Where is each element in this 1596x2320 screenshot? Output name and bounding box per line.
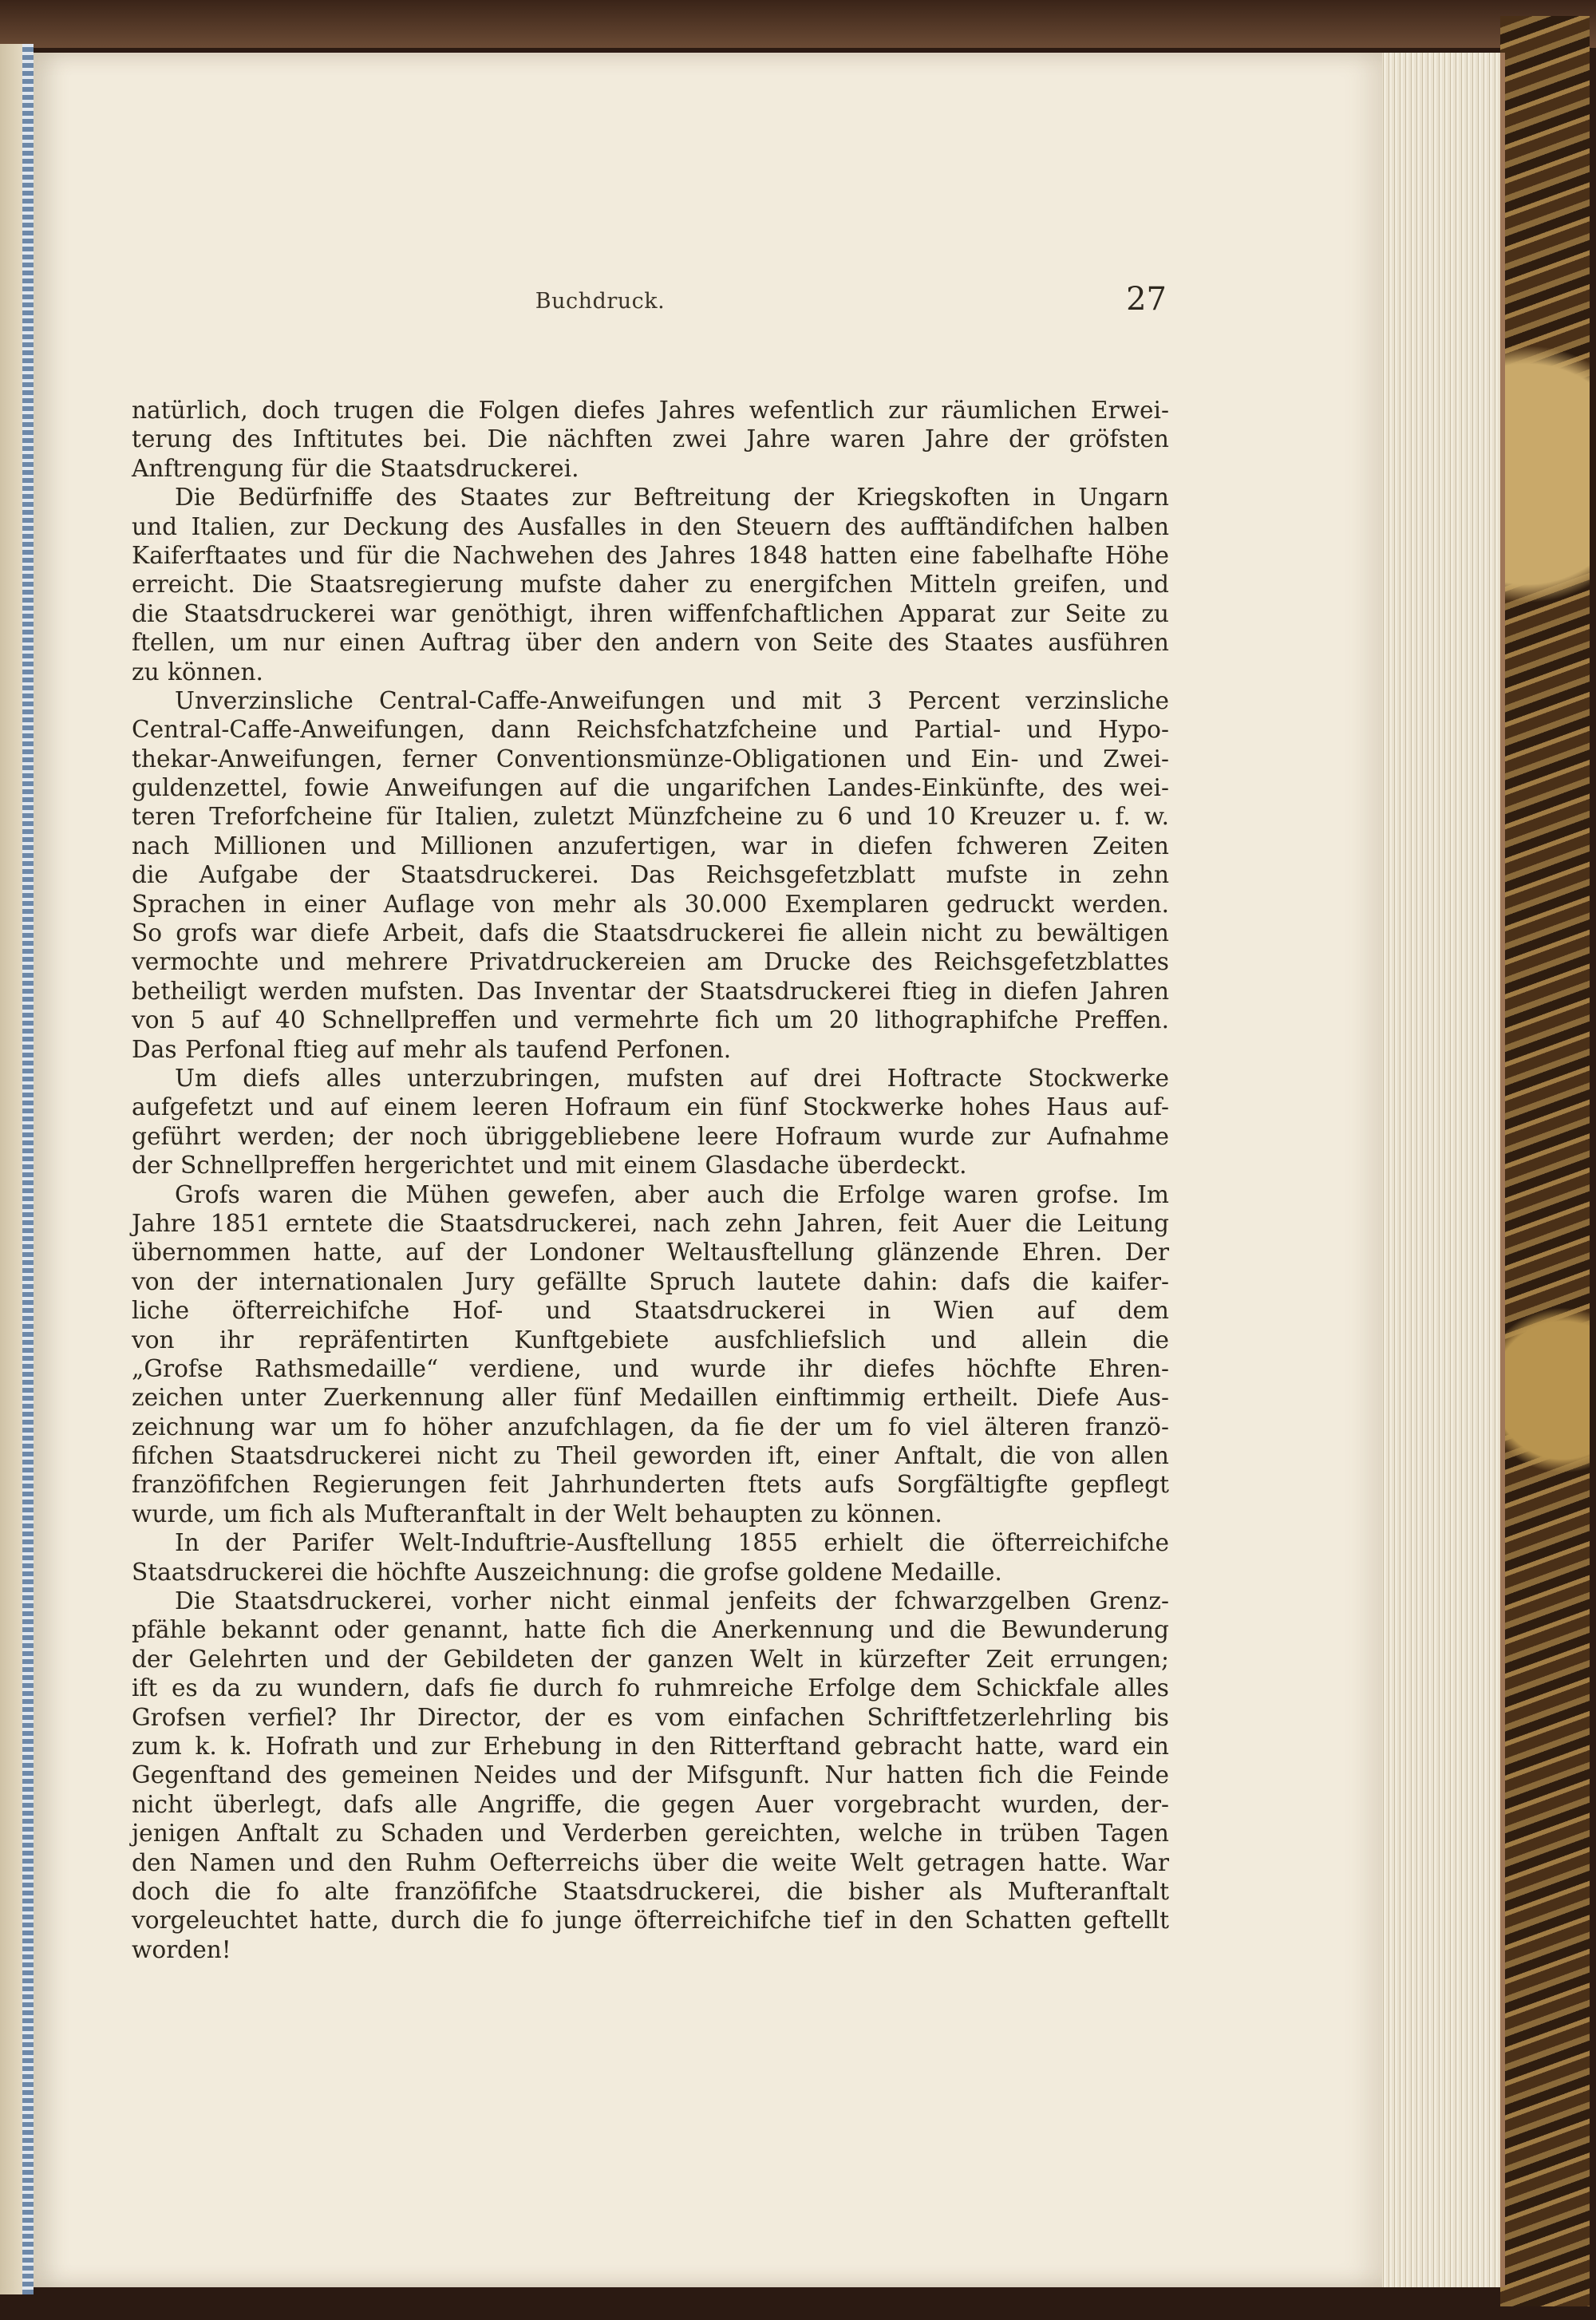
page-fore-edge [1381,53,1505,2287]
book-page [34,53,1382,2287]
running-head: Buchdruck. [535,289,666,314]
text-line: teren Treforfcheine für Italien, zuletzt Münzfcheine zu 6 und 10 Kreuzer u. f. w. [132,803,1169,831]
text-line: betheiligt werden mufsten. Das Inventar der Staatsdruckerei ftieg in diefen Jahren [132,977,1169,1005]
text-line: In der Parifer Welt-Induftrie-Ausftellung 1855 erhielt die öfterreichifche [175,1529,1169,1557]
text-line: zeichen unter Zuerkennung aller fünf Medaillen einftimmig ertheilt. Diefe Aus- [132,1384,1169,1412]
text-line: terung des Inftitutes bei. Die nächften zwei Jahre waren Jahre der gröfsten [132,425,1169,453]
text-line: Unverzinsliche Central-Caffe-Anweifungen und mit 3 Percent verzinsliche [175,686,1169,714]
text-line: aufgefetzt und auf einem leeren Hofraum ein fünf Stockwerke hohes Haus auf- [132,1093,1169,1121]
text-line: ftellen, um nur einen Auftrag über den andern von Seite des Staates ausführen [132,629,1169,657]
text-line: wurde, um fich als Mufteranftalt in der Welt behaupten zu können. [132,1500,942,1528]
text-line: Um diefs alles unterzubringen, mufsten auf drei Hoftracte Stockwerke [175,1064,1169,1092]
text-line: Die Staatsdruckerei, vorher nicht einmal jenfeits der fchwarzgelben Grenz- [175,1587,1169,1615]
text-line: die Staatsdruckerei war genöthigt, ihren wiffenfchaftlichen Apparat zur Seite zu [132,599,1169,627]
text-line: Staatsdruckerei die höchfte Auszeichnung: die grofse goldene Medaille. [132,1558,1002,1586]
text-line: den Namen und den Ruhm Oefterreichs über die weite Welt getragen hatte. War [132,1848,1169,1876]
text-line: liche öfterreichifche Hof- und Staatsdruckerei in Wien auf dem [132,1297,1169,1325]
text-line: thekar-Anweifungen, ferner Conventionsmünze-Obligationen und Ein- und Zwei- [132,745,1169,773]
text-line: Das Perfonal ftieg auf mehr als taufend Perfonen. [132,1035,732,1063]
text-line: Anftrengung für die Staatsdruckerei. [132,454,579,482]
text-line: nach Millionen und Millionen anzufertigen, war in diefen fchweren Zeiten [132,832,1169,860]
text-line: ift es da zu wundern, dafs fie durch fo ruhmreiche Erfolge dem Schickfale alles [132,1674,1169,1702]
text-line: So grofs war diefe Arbeit, dafs die Staatsdruckerei fie allein nicht zu bewältigen [132,919,1169,947]
body-text [132,396,1169,1964]
text-line: guldenzettel, fowie Anweifungen auf die ungarifchen Landes-Einkünfte, des wei- [132,774,1169,802]
text-line: zeichnung war um fo höher anzufchlagen, da fie der um fo viel älteren franzö- [132,1413,1169,1441]
text-line: der Gelehrten und der Gebildeten der ganzen Welt in kürzefter Zeit errungen; [132,1645,1169,1673]
text-line: Jahre 1851 erntete die Staatsdruckerei, nach zehn Jahren, feit Auer die Leitung [132,1209,1169,1237]
text-line: Grofs waren die Mühen gewefen, aber auch die Erfolge waren grofse. Im [175,1180,1169,1208]
text-line: zu können. [132,658,263,686]
text-line: zum k. k. Hofrath und zur Erhebung in den Ritterftand gebracht hatte, ward ein [132,1732,1169,1760]
text-line: fifchen Staatsdruckerei nicht zu Theil geworden ift, einer Anftalt, die von allen [132,1442,1169,1470]
text-line: und Italien, zur Deckung des Ausfalles in den Steuern des aufftändifchen halben [132,512,1169,540]
text-line: franzöfifchen Regierungen feit Jahrhunderten ftets aufs Sorgfältigfte gepflegt [132,1471,1169,1499]
text-line: vorgeleuchtet hatte, durch die fo junge öfterreichifche tief in den Schatten geftellt [132,1907,1169,1935]
text-line: die Aufgabe der Staatsdruckerei. Das Reichsgefetzblatt mufste in zehn [132,861,1169,889]
text-line: Gegenftand des gemeinen Neides und der Mifsgunft. Nur hatten fich die Feinde [132,1761,1169,1789]
text-line: Central-Caffe-Anweifungen, dann Reichsfchatzfcheine und Partial- und Hypo- [132,716,1169,744]
text-line: übernommen hatte, auf der Londoner Weltausftellung glänzende Ehren. Der [132,1239,1169,1267]
text-line: doch die fo alte franzöfifche Staatsdruckerei, die bisher als Mufteranftalt [132,1877,1169,1905]
marbled-cover-board [1500,16,1590,2306]
text-line: Die Bedürfniffe des Staates zur Beftreitung der Kriegskoften in Ungarn [175,484,1169,512]
text-line: geführt werden; der noch übriggebliebene leere Hofraum wurde zur Aufnahme [132,1122,1169,1150]
text-line: erreicht. Die Staatsregierung mufste daher zu energifchen Mitteln greifen, und [132,571,1169,599]
text-line: pfähle bekannt oder genannt, hatte fich die Anerkennung und die Bewunderung [132,1616,1169,1644]
text-line: nicht überlegt, dafs alle Angriffe, die gegen Auer vorgebracht wurden, der- [132,1790,1169,1818]
text-line: von ihr repräfentirten Kunftgebiete ausfchliefslich und allein die [132,1326,1169,1354]
text-line: jenigen Anftalt zu Schaden und Verderben gereichten, welche in trüben Tagen [132,1820,1169,1848]
text-line: Grofsen verfiel? Ihr Director, der es vom einfachen Schriftfetzerlehrling bis [132,1703,1169,1731]
text-line: worden! [132,1935,231,1963]
text-line: von der internationalen Jury gefällte Spruch lautete dahin: dafs die kaifer- [132,1267,1169,1295]
text-line: von 5 auf 40 Schnellpreffen und vermehrte fich um 20 lithographifche Preffen. [132,1006,1169,1034]
book-spine-top [0,0,1596,48]
page-number: 27 [1126,281,1167,318]
text-line: „Grofse Rathsmedaille“ verdiene, und wurde ihr diefes höchfte Ehren- [132,1354,1169,1382]
text-line: natürlich, doch trugen die Folgen diefes Jahres wefentlich zur räumlichen Erwei- [132,397,1169,424]
binding-gutter [22,44,34,2294]
text-line: Sprachen in einer Auflage von mehr als 30.000 Exemplaren gedruckt werden. [132,890,1169,918]
text-line: Kaiferftaates und für die Nachwehen des Jahres 1848 hatten eine fabelhafte Höhe [132,541,1169,569]
text-line: der Schnellpreffen hergerichtet und mit einem Glasdache überdeckt. [132,1152,967,1180]
text-line: vermochte und mehrere Privatdruckereien am Drucke des Reichsgefetzblattes [132,948,1169,976]
